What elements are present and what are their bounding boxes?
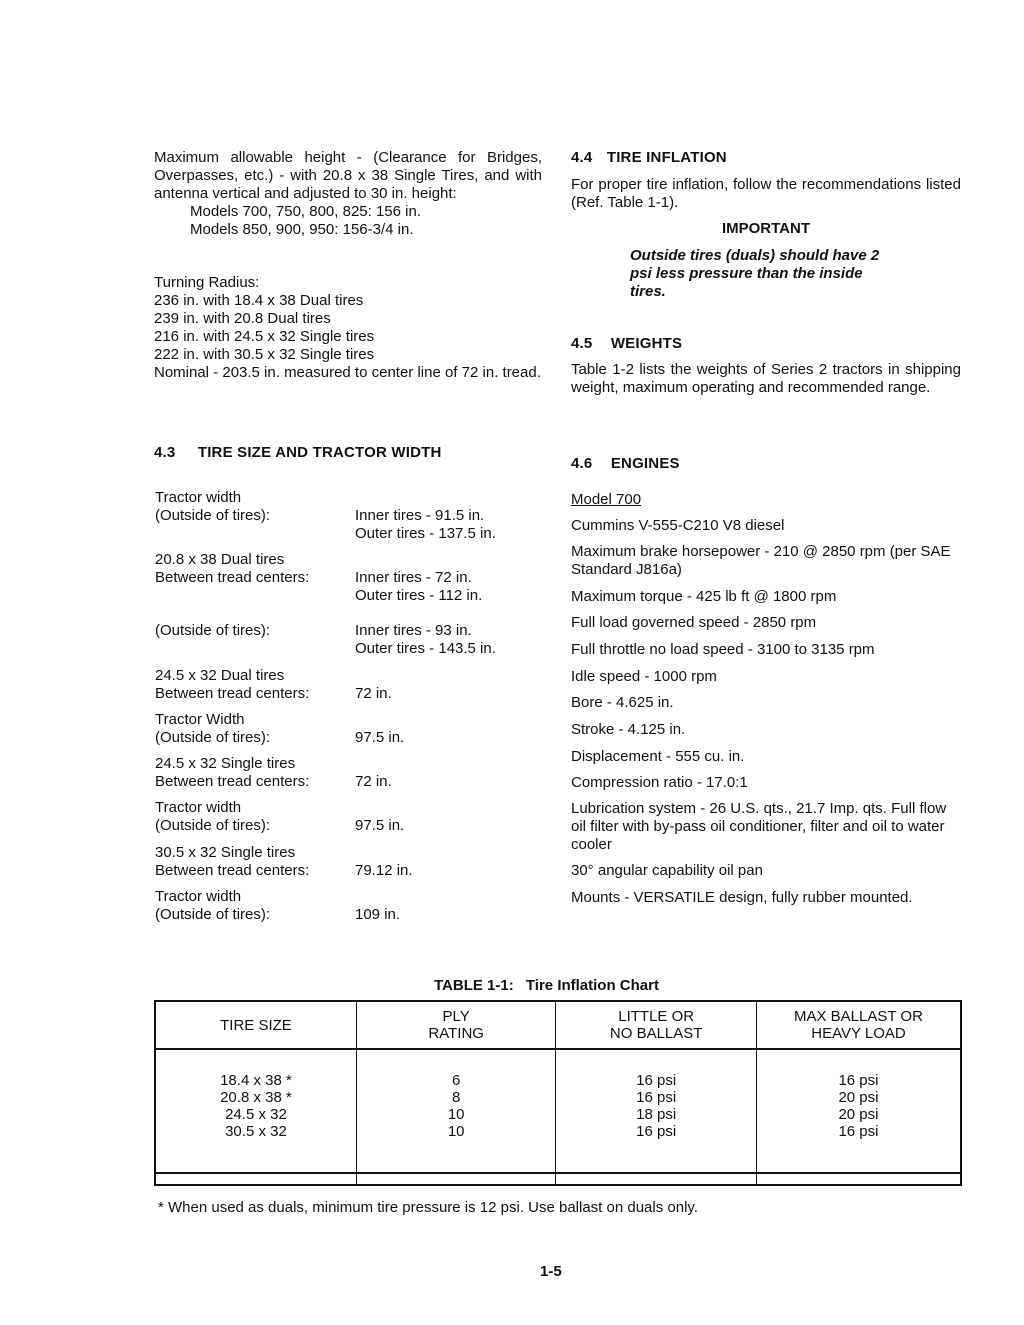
- max-ballast-column: [756, 1049, 961, 1185]
- row-value: 97.5 in.: [355, 729, 405, 746]
- important-note-line: tires.: [630, 283, 666, 300]
- row-value: 109 in.: [355, 906, 401, 923]
- section-4-3-heading: [154, 444, 442, 462]
- engine-spec: Cummins V-555-C210 V8 diesel: [571, 517, 785, 534]
- engine-spec: Full throttle no load speed - 3100 to 3135 rpm: [571, 641, 875, 658]
- row-label: Between tread centers:: [155, 685, 310, 702]
- row-label: (Outside of tires):: [155, 817, 271, 834]
- tire-size-column: [155, 1049, 356, 1185]
- engine-spec: 30° angular capability oil pan: [571, 862, 763, 879]
- tire-inflation-table: [154, 1000, 962, 1186]
- row-value: 72 in.: [355, 773, 392, 790]
- important-label: IMPORTANT: [721, 220, 811, 237]
- row-value: Outer tires - 112 in.: [355, 587, 483, 604]
- section-title: ENGINES: [610, 455, 680, 472]
- engine-spec: Lubrication system - 26 U.S. qts., 21.7 Imp. qts. Full flow oil filter with by-pass oil conditioner, filter and oil to water cooler: [571, 800, 947, 853]
- engine-model: Model 700: [571, 491, 642, 508]
- row-label: (Outside of tires):: [155, 729, 271, 746]
- section-number: 4.3: [154, 444, 176, 461]
- row-value: Inner tires - 91.5 in.: [355, 507, 485, 524]
- section-number: 4.6: [571, 455, 593, 472]
- section-4-5-heading: [571, 335, 682, 353]
- turning-radius-title: Turning Radius:: [154, 274, 260, 291]
- row-value: 72 in.: [355, 685, 392, 702]
- engine-spec: Maximum torque - 425 lb ft @ 1800 rpm: [571, 588, 837, 605]
- height-paragraph: [154, 149, 542, 239]
- table-body-row: [155, 1049, 961, 1185]
- table-cell: 10: [447, 1106, 465, 1123]
- row-label: 30.5 x 32 Single tires: [155, 844, 296, 861]
- row-label: Between tread centers:: [155, 773, 310, 790]
- height-models-line-1: Models 700, 750, 800, 825: 156 in.: [190, 203, 422, 220]
- important-note: [630, 247, 930, 301]
- engine-spec: Displacement - 555 cu. in.: [571, 748, 745, 765]
- row-label: Between tread centers:: [155, 569, 310, 586]
- header-little-ballast: LITTLE OR NO BALLAST: [556, 1001, 757, 1049]
- table-footnote: * When used as duals, minimum tire pressure is 12 psi. Use ballast on duals only.: [158, 1199, 698, 1216]
- row-label: 20.8 x 38 Dual tires: [155, 551, 285, 568]
- table-cell: 16 psi: [838, 1123, 879, 1140]
- turning-radius-block: [154, 274, 546, 382]
- table-caption: [434, 977, 659, 995]
- row-value: Outer tires - 143.5 in.: [355, 640, 496, 657]
- table-cell: 20 psi: [838, 1106, 879, 1123]
- table-cell: 16 psi: [838, 1072, 879, 1089]
- row-value: Inner tires - 93 in.: [355, 622, 472, 639]
- table-cell: 16 psi: [636, 1123, 677, 1140]
- section-title: WEIGHTS: [610, 335, 683, 352]
- row-label: Tractor width: [155, 489, 242, 506]
- turning-radius-item: 239 in. with 20.8 Dual tires: [154, 310, 331, 327]
- row-label: 24.5 x 32 Dual tires: [155, 667, 285, 684]
- section-title: TIRE INFLATION: [606, 149, 727, 166]
- table-cell: 10: [447, 1123, 465, 1140]
- turning-radius-item: 216 in. with 24.5 x 32 Single tires: [154, 328, 375, 345]
- row-value: 97.5 in.: [355, 817, 405, 834]
- header-max-ballast: MAX BALLAST OR HEAVY LOAD: [756, 1001, 961, 1049]
- engine-spec: Stroke - 4.125 in.: [571, 721, 686, 738]
- table-bottom-rule: [154, 1172, 962, 1174]
- table-cell: 24.5 x 32: [225, 1106, 287, 1123]
- table-cell: 8: [452, 1089, 461, 1106]
- row-label: (Outside of tires):: [155, 622, 271, 639]
- engine-spec: Bore - 4.625 in.: [571, 694, 674, 711]
- table-caption-title: Tire Inflation Chart: [525, 977, 659, 994]
- table-caption-label: TABLE 1-1:: [434, 977, 514, 994]
- section-title: TIRE SIZE AND TRACTOR WIDTH: [197, 444, 442, 461]
- row-value: Outer tires - 137.5 in.: [355, 525, 496, 542]
- engine-spec: Maximum brake horsepower - 210 @ 2850 rpm (per SAE Standard J816a): [571, 543, 951, 578]
- turning-radius-item: 222 in. with 30.5 x 32 Single tires: [154, 346, 375, 363]
- table-cell: 18.4 x 38 *: [220, 1072, 292, 1089]
- row-label: Tractor width: [155, 799, 242, 816]
- height-text: Maximum allowable height - (Clearance for Bridges, Overpasses, etc.) - with 20.8 x 38 Single Tires, and with antenna vertical and adjusted to 30 in. height:: [154, 149, 542, 202]
- ply-rating-column: [356, 1049, 556, 1185]
- turning-radius-item: 236 in. with 18.4 x 38 Dual tires: [154, 292, 364, 309]
- table-cell: 6: [452, 1072, 461, 1089]
- table-cell: 20.8 x 38 *: [220, 1089, 292, 1106]
- header-ply-rating: PLY RATING: [356, 1001, 556, 1049]
- important-note-line: Outside tires (duals) should have 2: [630, 247, 880, 264]
- section-number: 4.4: [571, 149, 593, 166]
- row-label: (Outside of tires):: [155, 507, 271, 524]
- tire-inflation-paragraph: For proper tire inflation, follow the recommendations listed (Ref. Table 1-1).: [571, 176, 961, 211]
- table-cell: 20 psi: [838, 1089, 879, 1106]
- section-number: 4.5: [571, 335, 593, 352]
- table-header-row: [155, 1001, 961, 1049]
- engine-spec: Mounts - VERSATILE design, fully rubber mounted.: [571, 889, 913, 906]
- section-4-4-heading: [571, 149, 727, 167]
- little-ballast-column: [556, 1049, 757, 1185]
- row-label: Tractor Width: [155, 711, 245, 728]
- table-cell: 18 psi: [636, 1106, 677, 1123]
- page-number: 1-5: [540, 1263, 562, 1280]
- important-note-line: psi less pressure than the inside: [630, 265, 863, 282]
- row-value: Inner tires - 72 in.: [355, 569, 472, 586]
- engine-spec: Full load governed speed - 2850 rpm: [571, 614, 817, 631]
- table-cell: 30.5 x 32: [225, 1123, 287, 1140]
- turning-radius-nominal: Nominal - 203.5 in. measured to center line of 72 in. tread.: [154, 364, 541, 381]
- row-label: (Outside of tires):: [155, 906, 271, 923]
- header-tire-size: TIRE SIZE: [155, 1001, 356, 1049]
- table-cell: 16 psi: [636, 1072, 677, 1089]
- row-label: Tractor width: [155, 888, 242, 905]
- row-label: Between tread centers:: [155, 862, 310, 879]
- row-value: 79.12 in.: [355, 862, 413, 879]
- section-4-6-heading: [571, 455, 680, 473]
- table-cell: 16 psi: [636, 1089, 677, 1106]
- height-models-line-2: Models 850, 900, 950: 156-3/4 in.: [190, 221, 414, 238]
- engine-spec: Idle speed - 1000 rpm: [571, 668, 717, 685]
- weights-paragraph: Table 1-2 lists the weights of Series 2 tractors in shipping weight, maximum operating and recommended range.: [571, 361, 961, 396]
- row-label: 24.5 x 32 Single tires: [155, 755, 296, 772]
- engine-spec: Compression ratio - 17.0:1: [571, 774, 748, 791]
